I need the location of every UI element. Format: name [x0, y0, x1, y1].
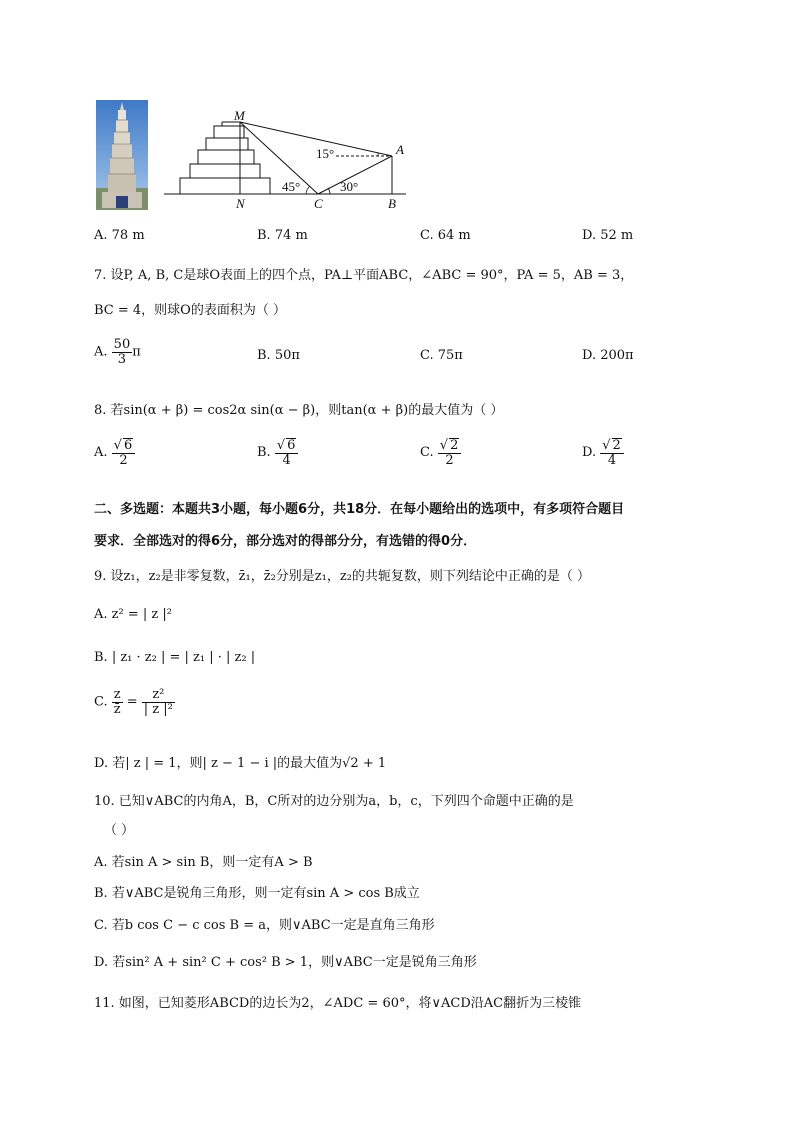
angle-30: 30° [340, 179, 359, 194]
q7-option-a: A. $\frac{50}{3}$ π [94, 337, 141, 367]
q9-option-d: D. 若| z | = 1，则| z − 1 − i |的最大值为√2 + 1 [94, 756, 387, 771]
angle-15: 15° [316, 146, 335, 161]
q7-stem-line2: BC = 4，则球O的表面积为（ ） [94, 303, 286, 318]
label-B: B [388, 196, 396, 211]
q10-option-c: C. 若b cos C − c cos B = a，则∨ABC一定是直角三角形 [94, 918, 435, 933]
q10-option-a: A. 若sin A > sin B，则一定有A > B [94, 855, 313, 870]
q8-option-b: B. $\frac{√ 6}{4}$ [257, 438, 298, 467]
q9-option-a: A. z² = | z |² [94, 607, 172, 622]
q7-option-a-fraction: $\frac{50}{3}$ [113, 337, 131, 367]
q8-option-a: A. $\frac{√ 6}{2}$ [94, 438, 135, 467]
q8-option-d: D. $\frac{√ 2}{4}$ [582, 438, 624, 467]
q7-option-d: D. 200π [582, 348, 634, 363]
q7-option-c: C. 75π [420, 348, 463, 363]
q9-option-b: B. | z₁ · z₂ | = | z₁ | · | z₂ | [94, 650, 256, 665]
q6-option-b: B. 74 m [257, 228, 308, 243]
label-A: A [396, 142, 404, 157]
angle-45: 45° [282, 179, 301, 194]
label-M: M [234, 108, 245, 123]
q8-stem: 8. 若sin(α + β) = cos2α sin(α − β)，则tan(α + β)的最大值为（ ） [94, 403, 504, 418]
pagoda-photo [96, 100, 148, 210]
q6-option-d: D. 52 m [582, 228, 634, 243]
q7-stem-line1: 7. 设P, A, B, C是球O表面上的四个点，PA⊥平面ABC，∠ABC = 90°，PA = 5，AB = 3， [94, 268, 634, 283]
q10-option-b: B. 若∨ABC是锐角三角形，则一定有sin A > cos B成立 [94, 886, 420, 901]
q7-option-b: B. 50π [257, 348, 300, 363]
tower-diagram [160, 104, 410, 216]
label-N: N [236, 196, 245, 211]
q6-option-a: A. 78 m [94, 228, 145, 243]
q10-paren: （ ） [104, 823, 135, 838]
q8-option-c: C. $\frac{√ 2}{2}$ [420, 438, 461, 467]
section2-heading-line1: 二、多选题：本题共3小题，每小题6分，共18分．在每小题给出的选项中，有多项符合题目 [94, 502, 625, 517]
q10-option-d: D. 若sin² A + sin² C + cos² B > 1，则∨ABC一定是锐角三角形 [94, 955, 477, 970]
q11-stem: 11. 如图，已知菱形ABCD的边长为2，∠ADC = 60°，将∨ACD沿AC翻折为三棱锥 [94, 996, 582, 1011]
q6-option-c: C. 64 m [420, 228, 471, 243]
q9-stem: 9. 设z₁，z₂是非零复数，z̄₁，z̄₂分别是z₁，z₂的共轭复数，则下列结论中正确的是（ ） [94, 569, 591, 584]
q10-stem: 10. 已知∨ABC的内角A，B，C所对的边分别为a，b，c，下列四个命题中正确的是 [94, 794, 574, 809]
label-C: C [314, 196, 323, 211]
section2-heading-line2: 要求．全部选对的得6分，部分选对的得部分分，有选错的得0分． [94, 534, 477, 549]
q9-option-c: C. $\frac{z}{z̄}$ = $\frac{\text{z²}}{\text{| z |²}}$ [94, 687, 173, 717]
